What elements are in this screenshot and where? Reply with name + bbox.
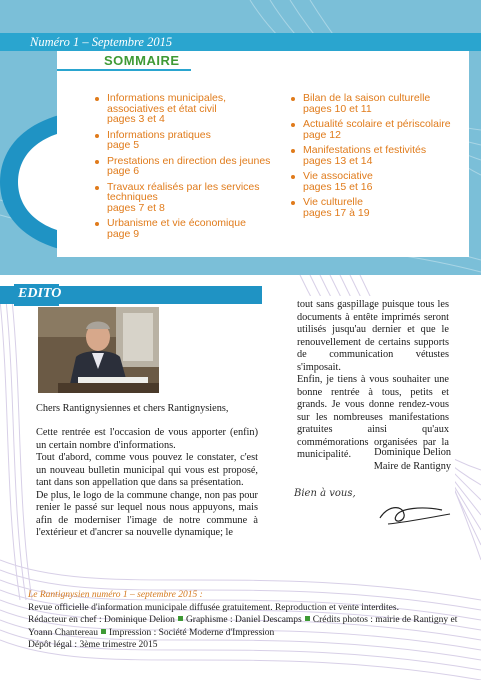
edito-greeting: Chers Rantignysiennes et chers Rantignysiens, [36,403,229,414]
issue-title: Numéro 1 – Septembre 2015 [30,35,173,49]
edito-paragraph: Cette rentrée est l'occasion de vous apporter (enfin) un certain nombre d'informations. [36,427,258,451]
footer-line: Dépôt légal : 3ème trimestre 2015 [28,640,158,650]
toc-item-title: Informations municipales, associatives et état civil [107,92,227,115]
mayor-photo [38,307,159,393]
toc-item[interactable] [291,197,466,218]
footer-title: Le Rantignysien numéro 1 – septembre 2015 : [28,590,203,600]
handwritten-signature [292,478,452,536]
toc-item-title: Vie culturelle [303,196,363,208]
footer-line: Revue officielle d'information municipale diffusée gratuitement. Reproduction et vente interdites. [28,602,399,613]
toc-item[interactable] [291,145,466,166]
toc-item-pages: page 6 [107,165,140,177]
signature-text: Bien à vous, [294,488,356,499]
sommaire-title: SOMMAIRE [104,53,180,68]
toc-item-pages: pages 17 à 19 [303,206,370,219]
edito-paragraph: tout sans gaspillage puisque tous les documents à entête imprimés seront utilisés jusqu'au dernier et que le renouvellement de certains supports de communication vétustes s'imposait. [297,299,449,373]
toc-item-title: Actualité scolaire et périscolaire [303,118,451,130]
toc-item-pages: page 9 [107,227,140,240]
toc-item-pages: pages 7 et 8 [107,201,165,214]
footer-photos: Crédits photos : mairie de Rantigny et Yoann Chantereau [28,615,458,638]
toc-item[interactable] [95,182,275,214]
toc-item-pages: pages 13 et 14 [303,154,373,167]
toc-item[interactable] [291,119,466,140]
toc-item-pages: page 5 [107,139,140,151]
footer-graphics: Graphisme : Daniel Descamps [185,615,302,625]
toc-item-pages: pages 10 et 11 [303,102,372,115]
footer-printing: Impression : Société Moderne d'Impression [109,627,275,638]
toc-right-column [291,93,466,223]
toc-item-title: Bilan de la saison culturelle [303,92,431,104]
toc-item-title: Manifestations et festivités [303,144,427,156]
footer-editor: Rédacteur en chef : Dominique Delion [28,615,175,625]
toc-item-title: Urbanisme et vie économique [107,217,246,229]
edito-paragraph: Tout d'abord, comme vous pouvez le constater, c'est un nouveau bulletin municipal qui vous est proposé, tant dans son appellation que dans sa présentation. [36,452,258,488]
toc-item-pages: page 12 [303,128,341,141]
toc-left-column [95,93,275,244]
toc-item-title: Informations pratiques [107,128,211,141]
toc-item-title: Travaux réalisés par les services techniques [107,180,260,203]
toc-item-pages: pages 3 et 4 [107,113,165,125]
edito-paragraph: De plus, le logo de la commune change, non pas pour renier le passé sur lequel nous nous appuyons, mais afin de moderniser l'image de notre commune à l'extérieur et d'ancrer sa nouvelle dynamique; le [36,489,258,538]
signer-name: Dominique Delion [374,447,451,458]
toc-item-title: Vie associative [303,170,373,182]
edito-paragraph: Enfin, je tiens à vous souhaiter une bonne rentrée à tous, petits et grands. Je vous donne rendez-vous sur les nombreuses manifestations gratuites ainsi qu'aux commémorations organisées par la municipalité. [297,374,449,460]
edito-title: EDITO [18,286,62,301]
edito-left-column [36,427,258,540]
footer-line [28,614,458,639]
toc-item-title: Prestations en direction des jeunes [107,154,271,167]
signer-role: Maire de Rantigny [373,461,451,472]
toc-item[interactable] [291,93,466,114]
toc-item[interactable] [95,93,275,125]
toc-item-pages: pages 15 et 16 [303,180,373,193]
toc-item[interactable] [291,171,466,192]
edito-right-column [297,299,449,462]
toc-item[interactable] [95,156,275,177]
toc-item[interactable] [95,218,275,239]
footer-credits [28,589,458,652]
toc-item[interactable] [95,130,275,151]
